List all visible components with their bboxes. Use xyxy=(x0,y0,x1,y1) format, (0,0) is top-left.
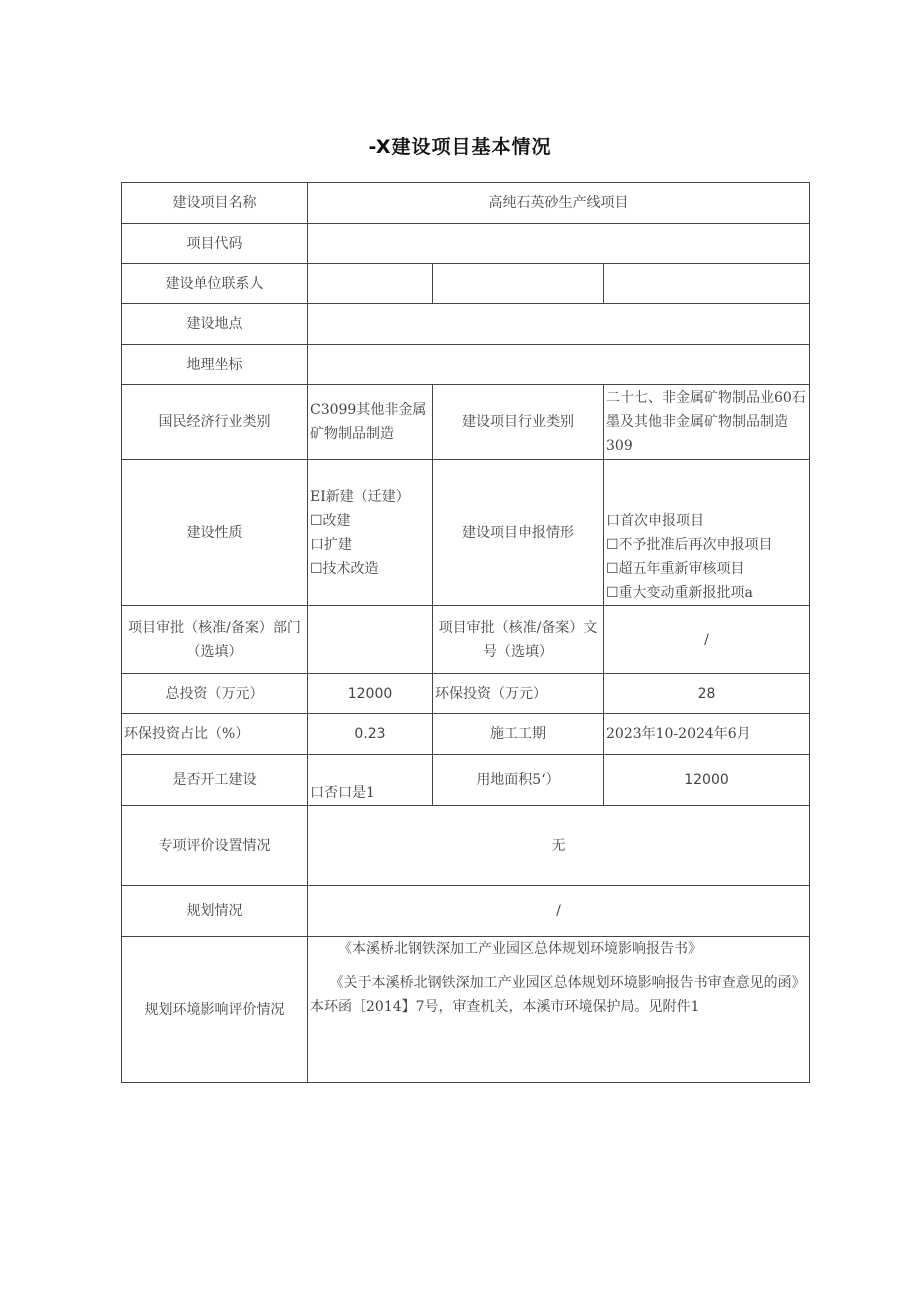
option-first-declaration[interactable]: 口首次申报项目 xyxy=(606,513,704,529)
label-nature: 建设性质 xyxy=(122,460,308,606)
label-started: 是否开工建设 xyxy=(122,755,308,806)
value-location xyxy=(308,304,810,345)
value-project-industry: 二十七、非金属矿物制品业60石墨及其他非金属矿物制品制造309 xyxy=(604,385,810,460)
label-coordinates: 地理坐标 xyxy=(122,345,308,385)
eia-review-letter: 《关于本溪桥北钢铁深加工产业园区总体规划环境影响报告书审查意见的函》本环函［2014】7号，审查机关，本溪市环境保护局。见附件1 xyxy=(310,975,806,1015)
label-location: 建设地点 xyxy=(122,304,308,345)
row-investment xyxy=(122,674,810,714)
value-planning-eia xyxy=(308,937,810,1083)
row-project-name xyxy=(122,183,810,224)
label-industry: 国民经济行业类别 xyxy=(122,385,308,460)
option-redeclaration[interactable]: ☐不予批准后再次申报项目 xyxy=(606,537,773,553)
declaration-options xyxy=(604,460,810,606)
value-approval-dept xyxy=(308,606,433,674)
label-planning: 规划情况 xyxy=(122,886,308,937)
value-planning: / xyxy=(308,886,810,937)
label-land-area: 用地面积5‘） xyxy=(433,755,604,806)
label-contact: 建设单位联系人 xyxy=(122,264,308,304)
value-approval-number: / xyxy=(604,606,810,674)
value-contact-1 xyxy=(308,264,433,304)
label-project-code: 项目代码 xyxy=(122,224,308,264)
value-contact-2 xyxy=(433,264,604,304)
project-info-table xyxy=(121,182,810,1083)
value-industry: C3099其他非金属矿物制品制造 xyxy=(308,385,433,460)
row-started xyxy=(122,755,810,806)
value-contact-3 xyxy=(604,264,810,304)
nature-options xyxy=(308,460,433,606)
label-planning-eia: 规划环境影响评价情况 xyxy=(122,937,308,1083)
row-special-eval xyxy=(122,806,810,886)
row-planning xyxy=(122,886,810,937)
option-rebuild[interactable]: ☐改建 xyxy=(310,512,351,529)
row-industry xyxy=(122,385,810,460)
row-planning-eia xyxy=(122,937,810,1083)
row-ratio xyxy=(122,714,810,755)
label-total-investment: 总投资（万元） xyxy=(122,674,308,714)
value-land-area: 12000 xyxy=(604,755,810,806)
row-nature xyxy=(122,460,810,606)
eia-report-title: 《本溪桥北钢铁深加工产业园区总体规划环境影响报告书》 xyxy=(338,941,702,957)
value-total-investment: 12000 xyxy=(308,674,433,714)
label-special-eval: 专项评价设置情况 xyxy=(122,806,308,886)
label-declaration: 建设项目申报情形 xyxy=(433,460,604,606)
value-env-investment: 28 xyxy=(604,674,810,714)
label-project-name: 建设项目名称 xyxy=(122,183,308,224)
value-construction-period: 2023年10-2024年6月 xyxy=(604,714,810,755)
label-construction-period: 施工工期 xyxy=(433,714,604,755)
label-approval-number: 项目审批（核准/备案）文号（选填） xyxy=(433,606,604,674)
label-env-ratio: 环保投资占比（%） xyxy=(122,714,308,755)
label-approval-dept: 项目审批（核准/备案）部门（选填） xyxy=(122,606,308,674)
value-env-ratio: 0.23 xyxy=(308,714,433,755)
row-coordinates xyxy=(122,345,810,385)
option-major-change[interactable]: ☐重大变动重新报批项a xyxy=(606,585,753,601)
option-five-year-review[interactable]: ☐超五年重新审核项目 xyxy=(606,561,745,577)
row-approval xyxy=(122,606,810,674)
page-title: -X建设项目基本情况 xyxy=(368,136,552,158)
value-coordinates xyxy=(308,345,810,385)
row-project-code xyxy=(122,224,810,264)
option-expand[interactable]: 口扩建 xyxy=(310,536,352,553)
value-started[interactable]: 口否口是1 xyxy=(308,755,433,806)
row-location xyxy=(122,304,810,345)
row-contact xyxy=(122,264,810,304)
option-new-build[interactable]: EI新建（迁建） xyxy=(310,488,410,505)
label-env-investment: 环保投资（万元） xyxy=(433,674,604,714)
value-project-name: 高纯石英砂生产线项目 xyxy=(308,183,810,224)
value-special-eval: 无 xyxy=(308,806,810,886)
option-tech-upgrade[interactable]: ☐技术改造 xyxy=(310,560,379,577)
label-project-industry: 建设项目行业类别 xyxy=(433,385,604,460)
value-project-code xyxy=(308,224,810,264)
